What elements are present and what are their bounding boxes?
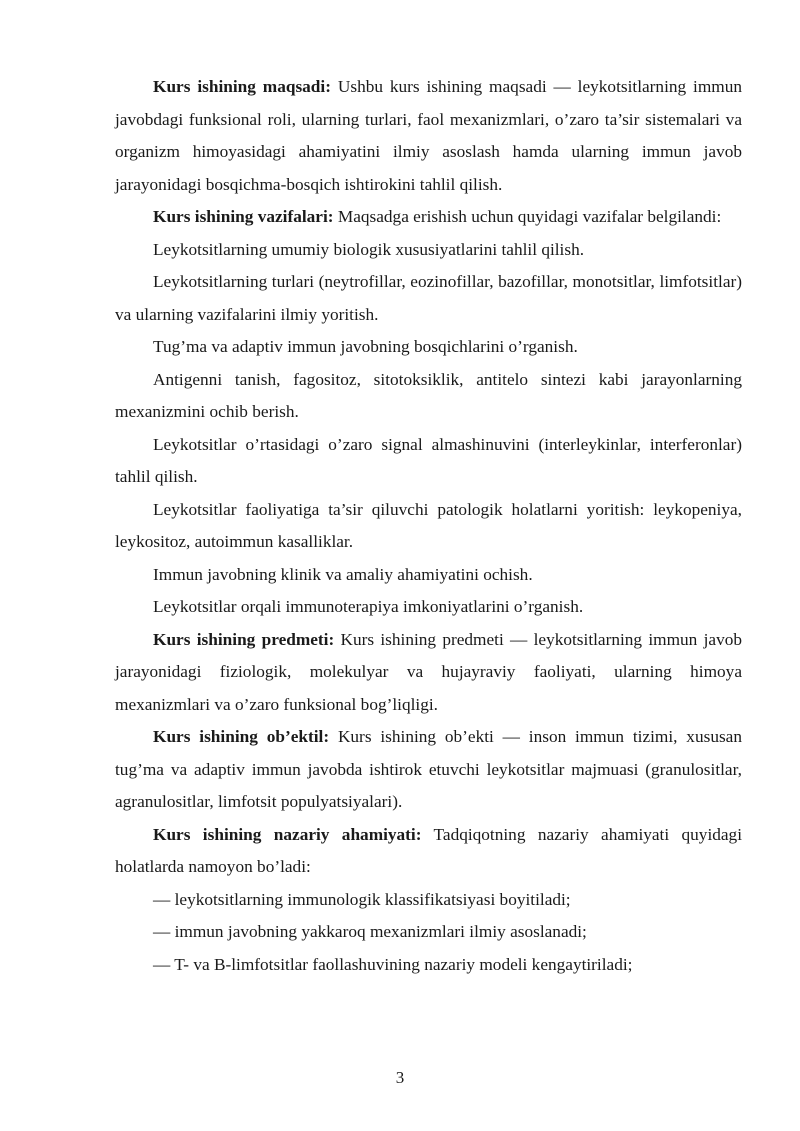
paragraph-text: Leykotsitlar o’rtasidagi o’zaro signal almashinuvini (interleykinlar, interferonlar) tahlil qilish. xyxy=(115,434,742,486)
dash-list-item xyxy=(115,916,742,949)
paragraph-text: Kurs ishining predmeti — leykotsitlarning immun javob jarayonidagi fiziologik, molekulyar va hujayraviy faoliyati, ularning himoya mexanizmlari va o’zaro funksional bog’liqligi. xyxy=(115,629,742,714)
task-item xyxy=(115,494,742,559)
paragraph-heading: Kurs ishining nazariy ahamiyati: xyxy=(153,824,422,844)
task-item xyxy=(115,591,742,624)
dash-list-item xyxy=(115,884,742,917)
paragraph-text: Antigenni tanish, fagositoz, sitotoksiklik, antitelo sintezi kabi jarayonlarning mexanizmini ochib berish. xyxy=(115,369,742,421)
paragraph-heading: Kurs ishining predmeti: xyxy=(153,629,335,649)
paragraph-heading: Kurs ishining ob’ektil: xyxy=(153,727,330,746)
paragraph-text: — immun javobning yakkaroq mexanizmlari ilmiy asoslanadi; xyxy=(153,922,587,941)
task-item xyxy=(115,364,742,429)
paragraph-text: Leykotsitlarning turlari (neytrofillar, eozinofillar, bazofillar, monotsitlar, limfotsitlar) va ularning vazifalarini ilmiy yoritish. xyxy=(115,272,742,324)
paragraph-heading: Kurs ishining maqsadi: xyxy=(153,77,331,96)
task-item xyxy=(115,331,742,364)
paragraph-text: Ushbu kurs ishining maqsadi — leykotsitlarning immun javobdagi funksional roli, ularning turlari, faol mexanizmlari, o’zaro ta’sir sistemalari va organizm himoyasidagi ahamiyatini ilmiy asoslash hamda ularning immun javob jarayonidagi bosqichma-bosqich ishtirokini tahlil qilish. xyxy=(115,77,742,194)
paragraph-text: — T- va B-limfotsitlar faollashuvining nazariy modeli kengaytiriladi; xyxy=(153,954,633,974)
paragraph-predmet xyxy=(115,624,742,722)
paragraph-text: Tadqiqotning nazariy ahamiyati quyidagi holatlarda namoyon bo’ladi: xyxy=(115,824,742,876)
task-item xyxy=(115,234,742,267)
paragraph-text: Kurs ishining ob’ekti — inson immun tizimi, xususan tug’ma va adaptiv immun javobda ishtirok etuvchi leykotsitlar majmuasi (granulositlar, agranulositlar, limfotsit populyatsiyalari). xyxy=(115,727,742,811)
paragraph-text: Leykotsitlar faoliyatiga ta’sir qiluvchi patologik holatlarni yoritish: leykopeniya, leykositoz, autoimmun kasalliklar. xyxy=(115,499,742,551)
body-text xyxy=(115,71,742,981)
paragraph-text: Immun javobning klinik va amaliy ahamiyatini ochish. xyxy=(153,564,533,584)
paragraph-text: Leykotsitlarning umumiy biologik xususiyatlarini tahlil qilish. xyxy=(153,239,585,259)
paragraph-text: Leykotsitlar orqali immunoterapiya imkoniyatlarini o’rganish. xyxy=(153,597,584,616)
paragraph-text: — leykotsitlarning immunologik klassifikatsiyasi boyitiladi; xyxy=(153,889,571,909)
task-item xyxy=(115,429,742,494)
paragraph-obekt xyxy=(115,721,742,819)
paragraph-maqsad xyxy=(115,71,742,201)
dash-list-item xyxy=(115,949,742,982)
paragraph-text: Maqsadga erishish uchun quyidagi vazifalar belgilandi: xyxy=(333,207,722,226)
paragraph-text: Tug’ma va adaptiv immun javobning bosqichlarini o’rganish. xyxy=(153,337,578,356)
paragraph-vazifalar xyxy=(115,201,742,234)
paragraph-nazariy-ahamiyat xyxy=(115,819,742,884)
task-item xyxy=(115,559,742,592)
task-item xyxy=(115,266,742,331)
page-number: 3 xyxy=(395,1068,405,1087)
paragraph-heading: Kurs ishining vazifalari: xyxy=(153,207,334,226)
